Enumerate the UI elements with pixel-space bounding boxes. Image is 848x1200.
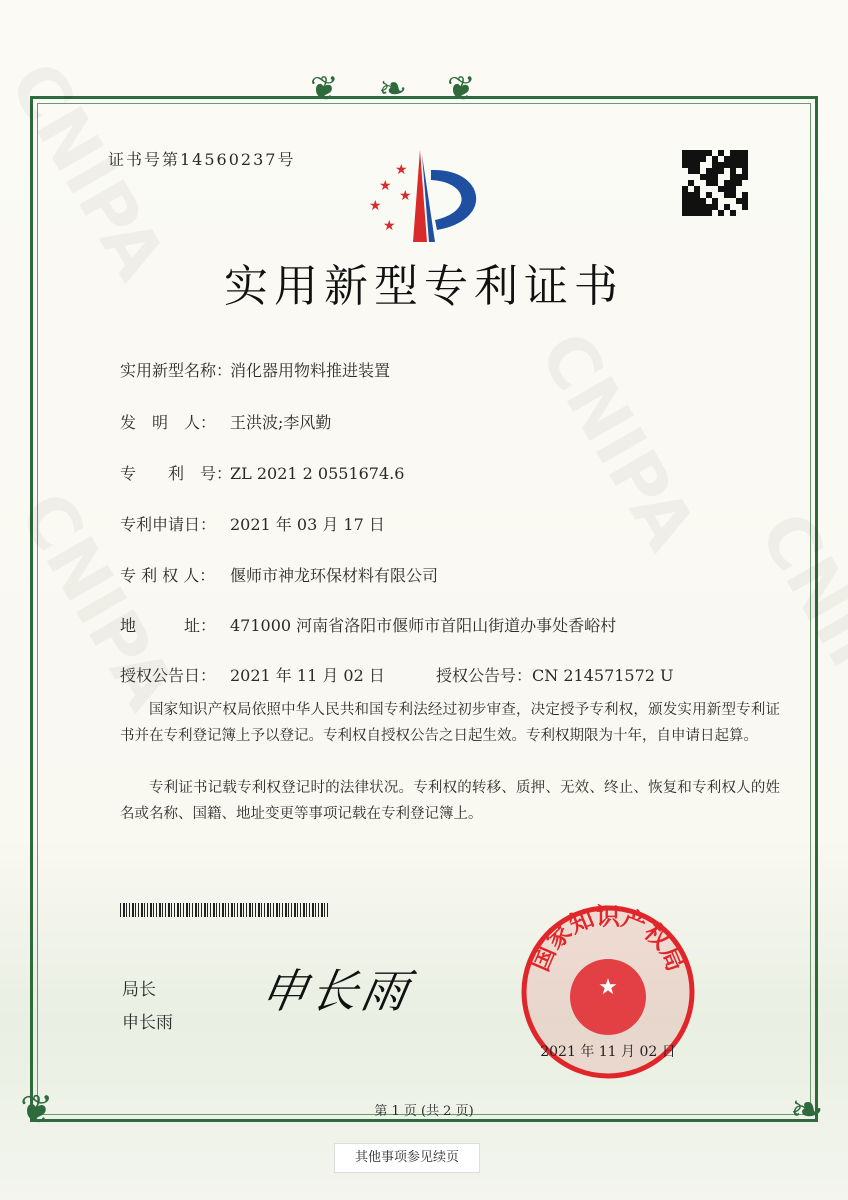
svg-text:★: ★ <box>369 198 382 214</box>
continued-note: 其他事项参见续页 <box>334 1143 480 1173</box>
svg-text:★: ★ <box>395 162 408 178</box>
svg-text:★: ★ <box>379 178 392 194</box>
seal-text: 国家知识产权局 <box>525 902 691 976</box>
corner-ornament: ❦ <box>20 1087 54 1133</box>
field-patentee: 专 利 权 人： 偃师市神龙环保材料有限公司 <box>120 566 439 585</box>
field-utility-model-name: 实用新型名称：消化器用物料推进装置 <box>120 361 391 380</box>
field-announcement-number: 授权公告号：CN 214571572 U <box>436 666 674 685</box>
svg-text:★: ★ <box>383 218 396 234</box>
director-title: 局长 <box>122 980 156 1000</box>
official-seal <box>518 902 698 1082</box>
svg-text:★: ★ <box>399 188 412 204</box>
paragraph-grant-statement: 国家知识产权局依照中华人民共和国专利法经过初步审查，决定授予专利权，颁发实用新型专利证书并在专利登记簿上予以登记。专利权自授权公告之日起生效。专利权期限为十年，自申请日起算。 <box>120 702 780 744</box>
logo-blue-arc <box>431 170 476 230</box>
director-signature: 申长雨 <box>256 964 417 1018</box>
field-application-date: 专利申请日： 2021 年 03 月 17 日 <box>120 515 385 534</box>
corner-ornament: ❧ <box>790 1087 824 1133</box>
page-number: 第 1 页 (共 2 页) <box>374 1104 474 1119</box>
barcode <box>120 903 330 917</box>
logo-red-spire <box>413 150 427 242</box>
paragraph-legal-status: 专利证书记载专利权登记时的法律状况。专利权的转移、质押、无效、终止、恢复和专利权人的姓名或名称、国籍、地址变更等事项记载在专利登记簿上。 <box>120 780 780 822</box>
logo-stars <box>369 162 412 234</box>
top-ornament: ❦❧❦ <box>310 69 516 109</box>
qr-code[interactable] <box>682 150 748 216</box>
seal-date: 2021 年 11 月 02 日 <box>540 1044 676 1060</box>
field-patent-number: 专 利 号：ZL 2021 2 0551674.6 <box>120 464 405 483</box>
field-address: 地 址： 471000 河南省洛阳市偃师市首阳山街道办事处香峪村 <box>120 616 617 635</box>
field-inventors: 发 明 人： 王洪波;李风勤 <box>120 413 332 432</box>
certificate-number: 证书号第14560237号 <box>108 150 296 169</box>
cnipa-logo <box>365 150 490 245</box>
page-title: 实用新型专利证书 <box>224 261 624 312</box>
director-name: 申长雨 <box>122 1013 173 1033</box>
star-icon: ★ <box>598 975 618 1000</box>
field-grant-date: 授权公告日： 2021 年 11 月 02 日 <box>120 666 385 685</box>
